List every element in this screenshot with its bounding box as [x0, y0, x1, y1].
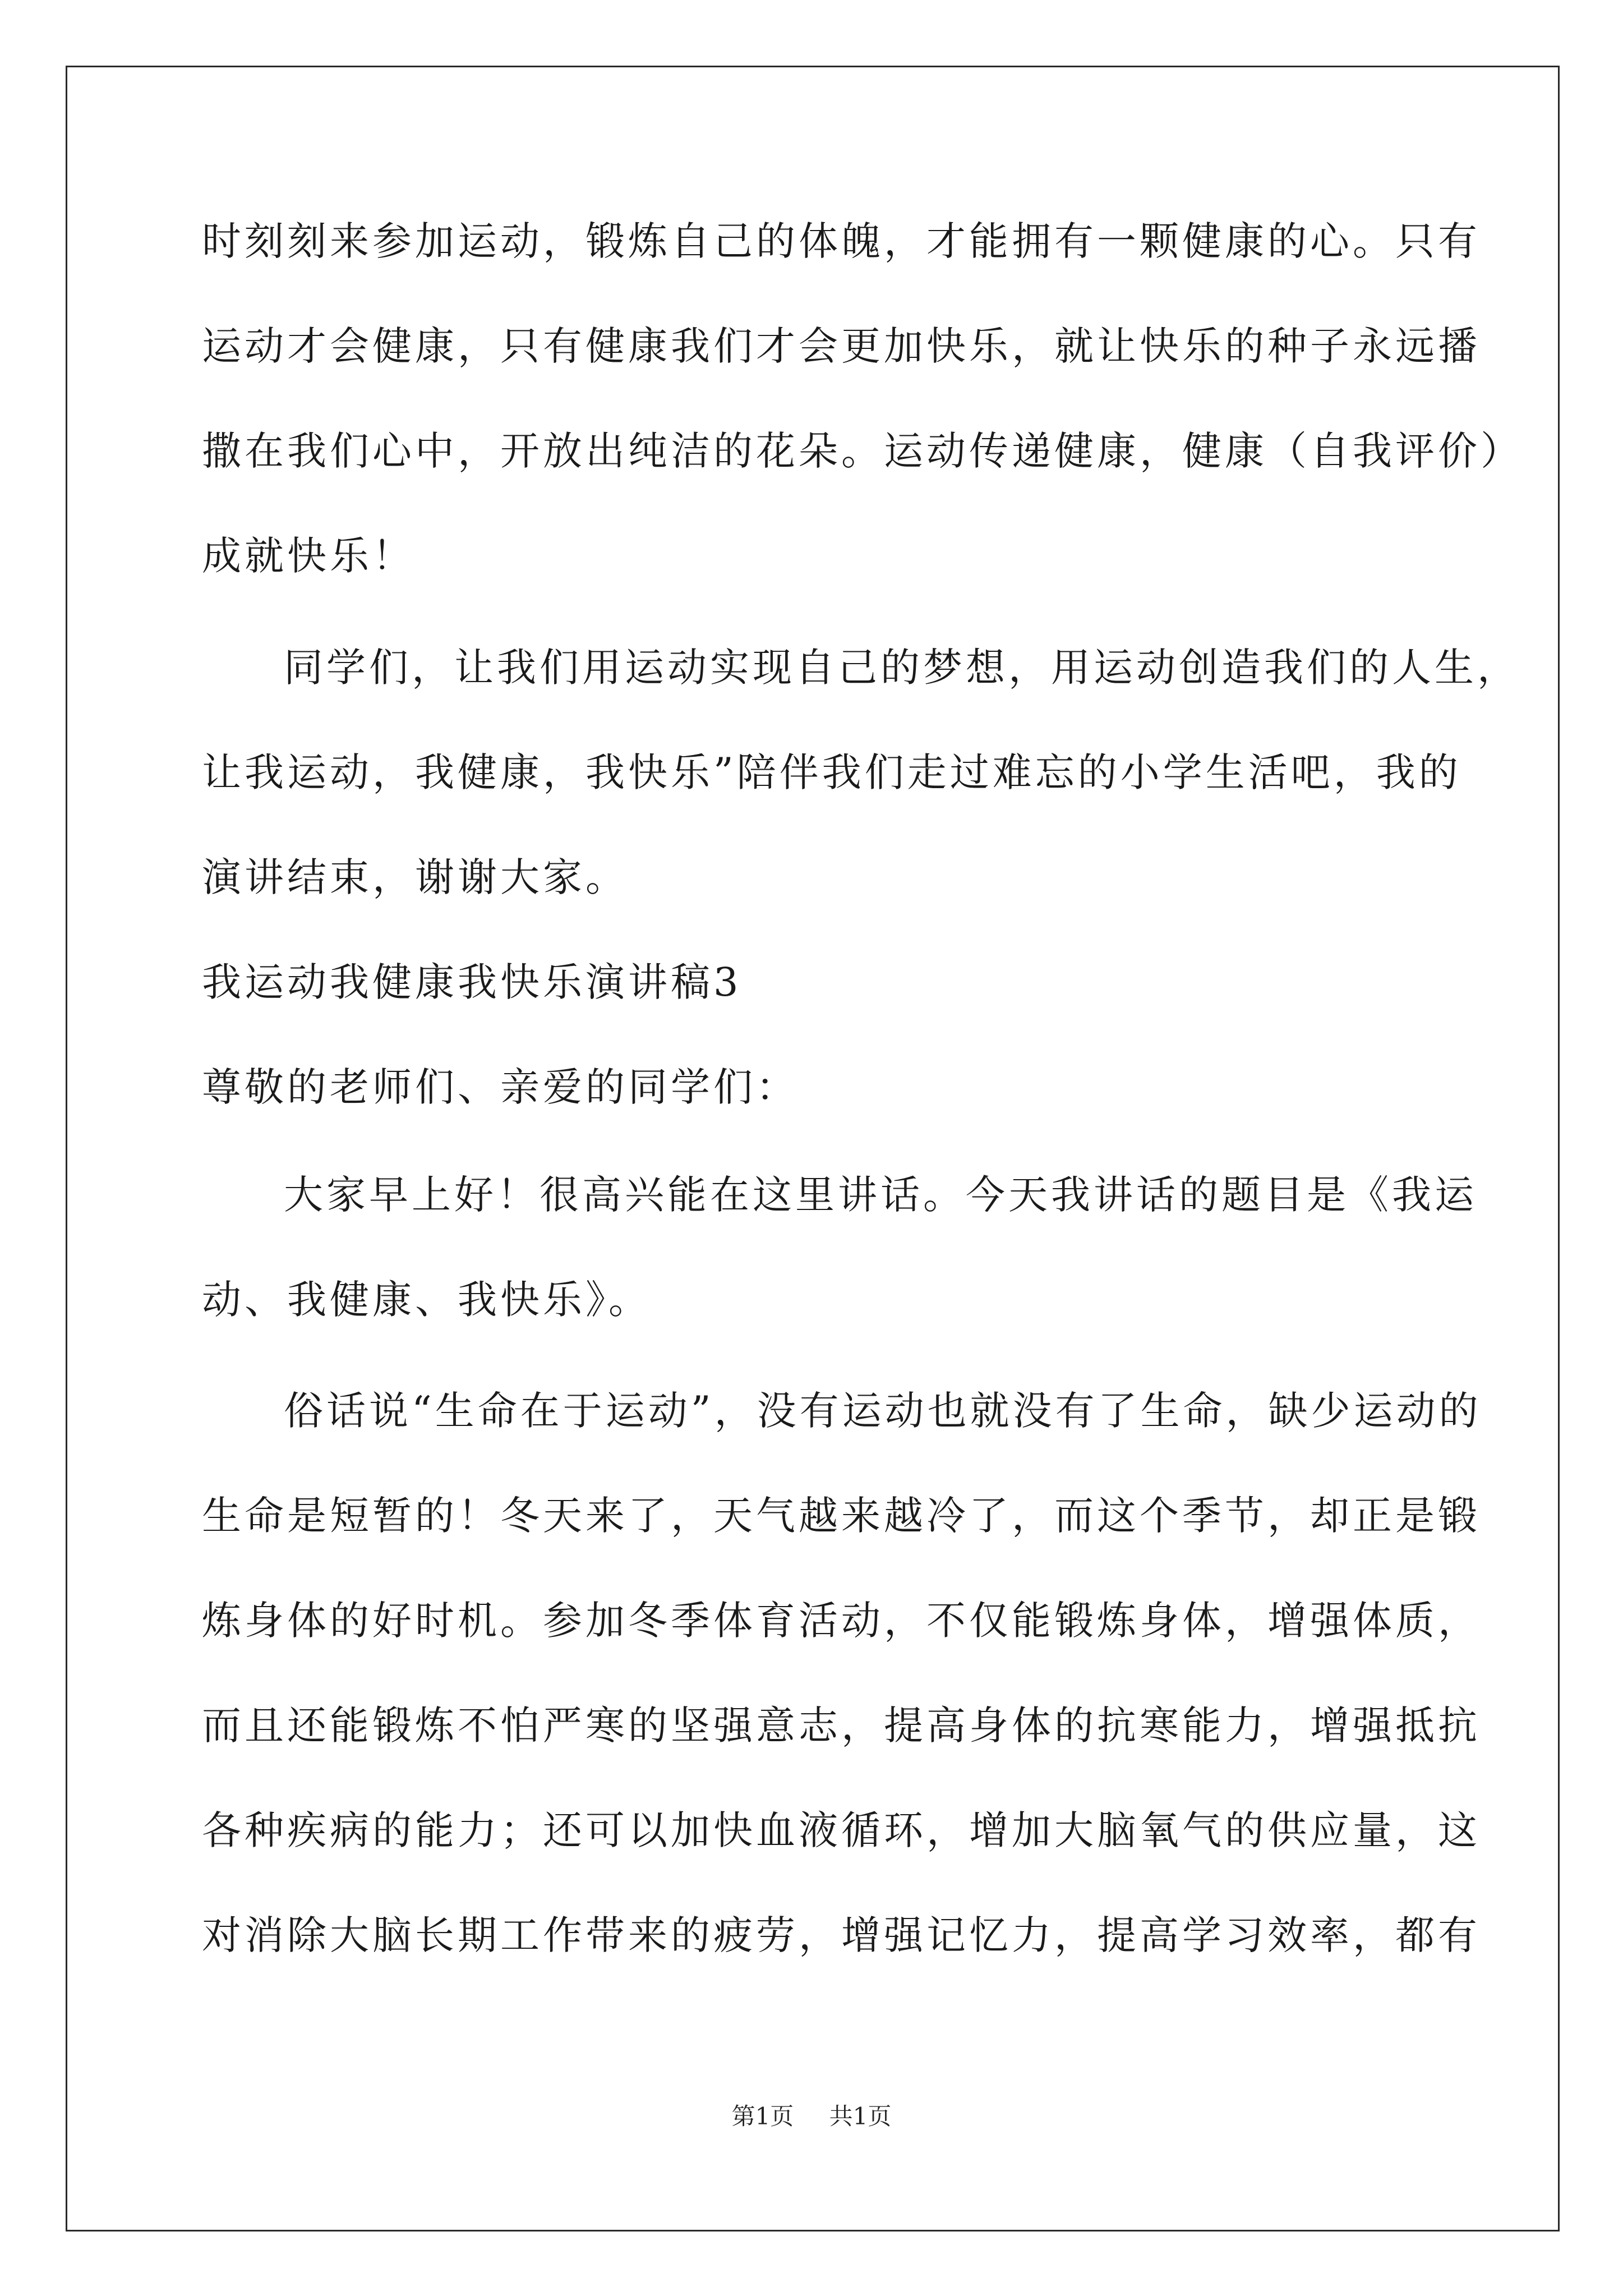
paragraph-line: 各种疾病的能力；还可以加快血液循环，增加大脑氧气的供应量，这	[202, 1807, 1481, 1853]
page-border	[66, 66, 1560, 2231]
paragraph-line: 对消除大脑长期工作带来的疲劳，增强记忆力，提高学习效率，都有	[202, 1912, 1481, 1958]
paragraph-line: 让我运动，我健康，我快乐”陪伴我们走过难忘的小学生活吧，我的	[202, 749, 1461, 795]
section-heading: 我运动我健康我快乐演讲稿3	[202, 959, 742, 1005]
page-total: 共1页	[829, 2102, 892, 2130]
paragraph-line: 而且还能锻炼不怕严寒的坚强意志，提高身体的抗寒能力，增强抵抗	[202, 1703, 1481, 1749]
paragraph-line: 撒在我们心中，开放出纯洁的花朵。运动传递健康，健康（自我评价）	[202, 428, 1523, 474]
paragraph-line: 动、我健康、我快乐》。	[202, 1277, 651, 1323]
paragraph-line: 同学们，让我们用运动实现自己的梦想，用运动创造我们的人生，	[284, 645, 1520, 691]
paragraph-line: 大家早上好！很高兴能在这里讲话。今天我讲话的题目是《我运	[284, 1172, 1477, 1218]
paragraph-line: 成就快乐！	[202, 533, 415, 579]
paragraph-line: 炼身体的好时机。参加冬季体育活动，不仅能锻炼身体，增强体质，	[202, 1598, 1481, 1644]
paragraph-line: 演讲结束，谢谢大家。	[202, 854, 628, 900]
paragraph-line: 运动才会健康，只有健康我们才会更加快乐，就让快乐的种子永远播	[202, 323, 1481, 369]
paragraph-line: 俗话说“生命在于运动”，没有运动也就没有了生命，缺少运动的	[284, 1388, 1482, 1434]
salutation: 尊敬的老师们、亲爱的同学们：	[202, 1064, 799, 1110]
page-footer	[0, 2098, 1623, 2132]
paragraph-line: 时刻刻来参加运动，锻炼自己的体魄，才能拥有一颗健康的心。只有	[202, 218, 1481, 264]
paragraph-line: 生命是短暂的！冬天来了，天气越来越冷了，而这个季节，却正是锻	[202, 1493, 1481, 1539]
page-number: 第1页	[731, 2102, 794, 2130]
